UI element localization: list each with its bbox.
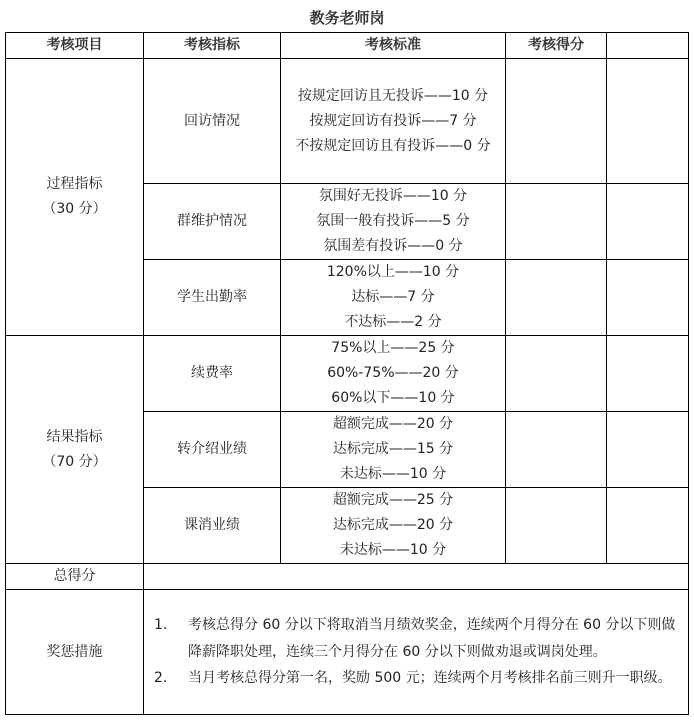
indicator-standards (281, 59, 506, 184)
extra-cell[interactable] (607, 336, 689, 412)
assessment-table (5, 32, 689, 715)
standard-line: 未达标——10 分 (339, 466, 447, 482)
header-standard: 考核标准 (281, 33, 506, 59)
rewards-item-number: 2. (154, 670, 168, 687)
standard-line: 按规定回访有投诉——7 分 (309, 112, 477, 129)
standard-line: 达标完成——15 分 (332, 441, 454, 457)
category-label: 结果指标 (46, 428, 103, 445)
category-weight: （70 分） (42, 453, 107, 470)
extra-cell[interactable] (607, 260, 689, 336)
header-category: 考核项目 (6, 33, 144, 59)
indicator-name: 回访情况 (144, 59, 281, 184)
header-blank (607, 33, 689, 59)
score-cell[interactable] (506, 488, 607, 564)
table-row (6, 59, 689, 184)
standard-line: 120%以上——10 分 (326, 264, 460, 280)
indicator-name: 群维护情况 (144, 184, 281, 260)
rewards-item (152, 665, 680, 692)
indicator-standards (281, 488, 506, 564)
score-cell[interactable] (506, 184, 607, 260)
rewards-item-text: 当月考核总得分第一名，奖励 500 元；连续两个月考核排名前三则升一职级。 (188, 670, 672, 687)
page-title: 教务老师岗 (309, 9, 385, 27)
indicator-standards (281, 260, 506, 336)
standard-line: 氛围差有投诉——0 分 (323, 238, 463, 254)
category-process (6, 59, 144, 336)
standard-line: 氛围好无投诉——10 分 (318, 188, 468, 204)
indicator-name: 课消业绩 (144, 488, 281, 564)
header-indicator: 考核指标 (144, 33, 281, 59)
category-weight: （30 分） (42, 201, 107, 217)
rewards-item-text: 考核总得分 60 分以下将取消当月绩效奖金，连续两个月得分在 60 分以下则做降薪降职处理，连续三个月得分在 60 分以下则做劝退或调岗处理。 (188, 617, 676, 660)
extra-cell[interactable] (607, 412, 689, 488)
standard-line: 达标完成——20 分 (332, 517, 454, 533)
standard-line: 氛围一般有投诉——5 分 (316, 213, 470, 229)
standard-line: 不达标——2 分 (344, 314, 442, 330)
score-cell[interactable] (506, 59, 607, 184)
header-row (6, 33, 689, 59)
indicator-standards (281, 412, 506, 488)
rewards-content (144, 590, 689, 715)
total-row (6, 564, 689, 590)
standard-line: 不按规定回访且有投诉——0 分 (295, 137, 491, 154)
extra-cell[interactable] (607, 488, 689, 564)
category-result (6, 336, 144, 564)
score-cell[interactable] (506, 336, 607, 412)
total-value[interactable] (144, 564, 689, 590)
extra-cell[interactable] (607, 59, 689, 184)
standard-line: 按规定回访且无投诉——10 分 (297, 87, 489, 104)
standard-line: 75%以上——25 分 (331, 340, 455, 356)
extra-cell[interactable] (607, 184, 689, 260)
rewards-item-number: 1. (154, 617, 168, 634)
indicator-name: 转介绍业绩 (144, 412, 281, 488)
score-cell[interactable] (506, 260, 607, 336)
rewards-item (152, 612, 680, 665)
indicator-standards (281, 336, 506, 412)
standard-line: 达标——7 分 (351, 289, 435, 305)
score-cell[interactable] (506, 412, 607, 488)
rewards-row (6, 590, 689, 715)
standard-line: 超额完成——20 分 (332, 416, 454, 432)
indicator-name: 续费率 (144, 336, 281, 412)
standard-line: 未达标——10 分 (339, 542, 447, 558)
standard-line: 60%以下——10 分 (331, 390, 455, 406)
standard-line: 超额完成——25 分 (332, 492, 454, 508)
rewards-label: 奖惩措施 (6, 590, 144, 715)
total-label: 总得分 (6, 564, 144, 590)
table-row (6, 336, 689, 412)
category-label: 过程指标 (46, 176, 103, 192)
indicator-name: 学生出勤率 (144, 260, 281, 336)
indicator-standards (281, 184, 506, 260)
header-score: 考核得分 (506, 33, 607, 59)
standard-line: 60%-75%——20 分 (327, 365, 459, 381)
